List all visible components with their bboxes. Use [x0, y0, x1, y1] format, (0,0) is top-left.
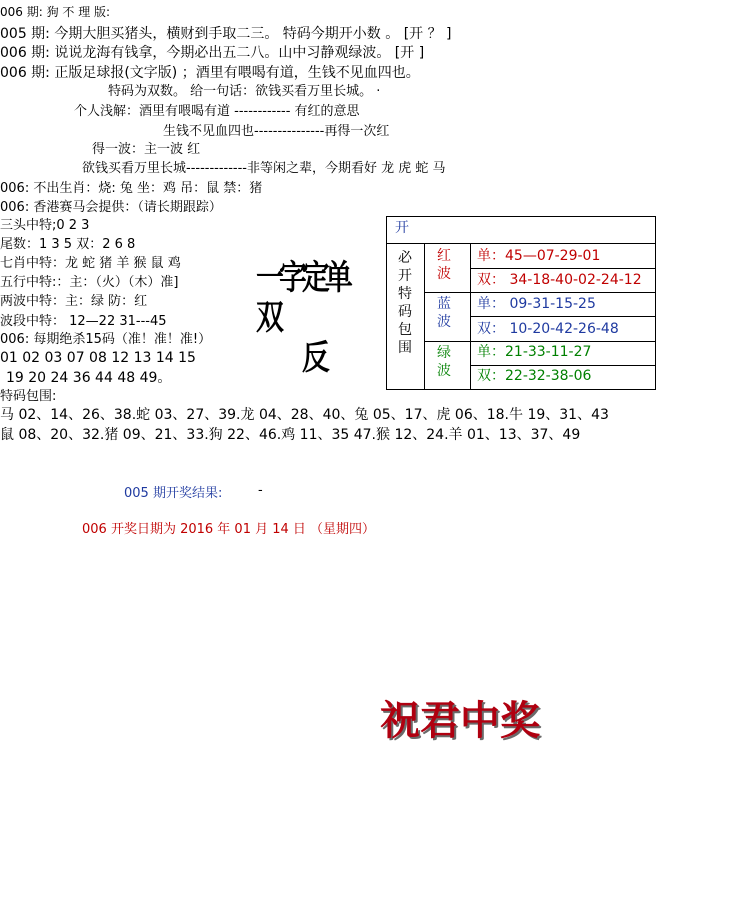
next-draw-date: 006 开奖日期为 2016 年 01 月 14 日 （星期四）: [82, 522, 376, 537]
excluded-zodiac-line: 006: 不出生肖：烧: 兔 坐：鸡 吊：鼠 禁：猪: [0, 181, 263, 196]
side-char: 码: [398, 304, 412, 320]
header-line-3: 006 期: 说说龙海有钱拿，今期必出五二八。山中习静观绿波。 [开 ]: [0, 45, 425, 61]
wave-segment-line: 波段中特： 12—22 31---45: [0, 314, 167, 329]
green-wave-label: 绿 波: [437, 345, 451, 379]
table-divider: [470, 268, 655, 269]
three-head-line: 三头中特;0 2 3: [0, 218, 90, 233]
table-divider: [470, 316, 655, 317]
table-side-label: [395, 249, 415, 357]
table-header-row: [387, 217, 655, 244]
table-header: 开: [395, 220, 409, 236]
special-code-row-1: 马 02、14、26、38.蛇 03、27、39.龙 04、28、40、兔 05、17、虎 06、18.牛 19、31、43: [0, 407, 609, 423]
side-char: 特: [398, 286, 412, 302]
blue-wave-label: 蓝 波: [437, 296, 451, 330]
handwritten-stamp: [256, 258, 354, 378]
riddle-line-3: 生钱不见血四也---------------再得一次红: [163, 124, 390, 139]
riddle-line-1: 特码为双数。 给一句话：欲钱买看万里长城。 ·: [108, 84, 381, 99]
result-label: 005 期开奖结果:: [124, 486, 223, 501]
special-code-title: 特码包围:: [0, 389, 57, 404]
table-divider: [425, 341, 655, 342]
side-char: 围: [398, 340, 412, 356]
header-line-4: 006 期: 正版足球报(文字版) ；酒里有喂喝有道，生钱不见血四也。: [0, 65, 420, 81]
stamp-line-1: 一字定单双: [256, 258, 348, 338]
blessing-text: 祝君中奖: [380, 697, 540, 744]
green-double-numbers: 双：22-32-38-06: [477, 368, 592, 384]
red-double-numbers: 双： 34-18-40-02-24-12: [477, 272, 642, 288]
red-wave-label: 红 波: [437, 248, 451, 282]
stamp-line-2: 反: [301, 338, 325, 378]
side-char: 包: [398, 322, 412, 338]
two-wave-line: 两波中特：主：绿 防：红: [0, 294, 148, 309]
kill-numbers-row-2: 19 20 24 36 44 48 49。: [6, 370, 172, 386]
wave-table: [386, 216, 656, 390]
seven-zodiac-line: 七肖中特：龙 蛇 猪 羊 猴 鼠 鸡: [0, 256, 181, 271]
riddle-line-4: 得一波：主一波 红: [92, 142, 201, 157]
blue-double-numbers: 双： 10-20-42-26-48: [477, 321, 619, 337]
table-divider: [424, 243, 425, 389]
five-element-line: 五行中特:：主：（火）（木）准]: [0, 275, 179, 290]
riddle-line-5: 欲钱买看万里长城-------------非等闲之辈，今期看好 龙 虎 蛇 马: [82, 161, 446, 176]
table-divider: [425, 292, 655, 293]
tail-number-line: 尾数：1 3 5 双：2 6 8: [0, 237, 136, 252]
side-char: 开: [398, 268, 412, 284]
kill-numbers-row-1: 01 02 03 07 08 12 13 14 15: [0, 350, 196, 366]
result-value: -: [258, 483, 263, 498]
green-single-numbers: 单：21-33-11-27: [477, 344, 592, 360]
red-single-numbers: 单：45—07-29-01: [477, 248, 601, 264]
blue-single-numbers: 单： 09-31-15-25: [477, 296, 596, 312]
side-char: 必: [398, 250, 412, 266]
header-line-2: 005 期: 今期大胆买猪头，横财到手取二三。 特码今期开小数 。 [开 ？ ]: [0, 26, 452, 42]
kill-numbers-title: 006: 每期绝杀15码（准！准！准!）: [0, 332, 212, 347]
table-divider: [470, 365, 655, 366]
header-line-1: 006 期: 狗 不 理 版:: [0, 5, 111, 19]
special-code-row-2: 鼠 08、20、32.猪 09、21、33.狗 22、46.鸡 11、35 47.猴 12、24.羊 01、13、37、49: [0, 427, 581, 443]
source-line: 006: 香港赛马会提供：（请长期跟踪）: [0, 200, 222, 215]
riddle-line-2: 个人浅解：酒里有喂喝有道 ------------ 有红的意思: [74, 104, 360, 119]
